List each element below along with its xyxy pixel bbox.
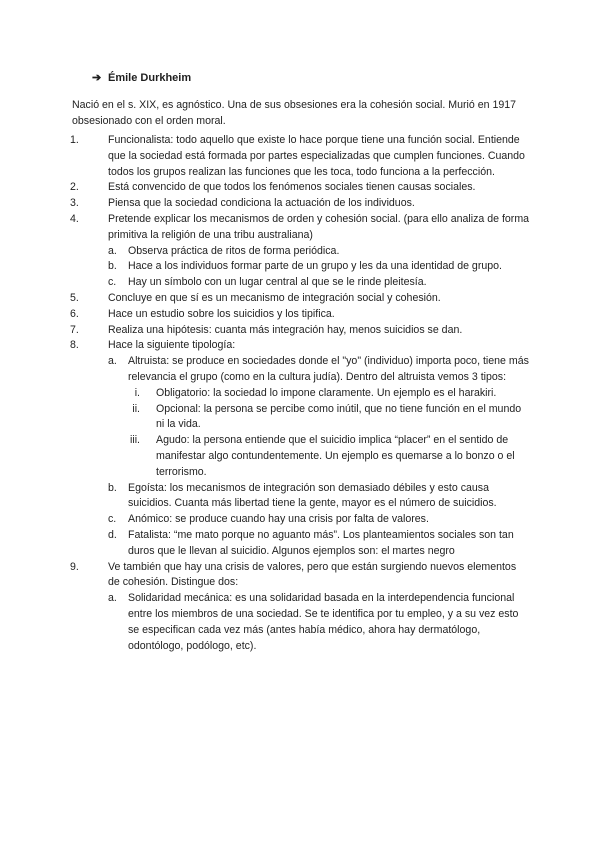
list-item-number: c.	[108, 276, 117, 289]
list-item	[108, 259, 530, 275]
list-item-text: Obligatorio: la sociedad lo impone claramente. Un ejemplo es el harakiri.	[156, 386, 497, 399]
list-item-text: Opcional: la persona se percibe como inútil, que no tiene función en el mundo ni la vida.	[156, 402, 522, 431]
list-item-text: Pretende explicar los mecanismos de orden y cohesión social. (para ello analiza de forma primitiva la religión de una tribu australiana)	[108, 212, 530, 241]
list-item-number: 1.	[70, 134, 79, 146]
list-item-number: a.	[108, 592, 117, 605]
list-item-number: a.	[108, 355, 117, 368]
list-item	[70, 196, 530, 212]
list-item-text: Hace a los individuos formar parte de un grupo y les da una identidad de grupo.	[128, 260, 502, 273]
list-item-text: Anómico: se produce cuando hay una crisis por falta de valores.	[128, 513, 429, 526]
list-item-text: Solidaridad mecánica: es una solidaridad basada en la interdependencia funcional entre los miembros de una sociedad. Se te identifica por tu empleo, y a su vez esto se especifican cada vez más (antes había médico, ahora hay dermatólogo, odontólogo, podólogo, etc).	[128, 592, 519, 652]
list-item-text: Observa práctica de ritos de forma periódica.	[128, 244, 340, 257]
list-item-number: d.	[108, 528, 117, 541]
list-item-text: Ve también que hay una crisis de valores, pero que están surgiendo nuevos elementos de cohesión. Distingue dos:	[108, 560, 517, 589]
list-item-number: b.	[108, 260, 117, 273]
list-item	[108, 591, 530, 654]
sub-list	[108, 354, 530, 559]
list-item-text: Hace un estudio sobre los suicidios y los tipifica.	[108, 307, 335, 320]
list-item	[108, 275, 530, 291]
list-item	[129, 433, 530, 480]
list-item	[70, 212, 530, 291]
list-item	[108, 354, 530, 480]
list-item-number: iii.	[129, 434, 140, 447]
list-item-number: 9.	[70, 560, 79, 573]
list-item	[108, 481, 530, 513]
list-item-number: c.	[108, 513, 117, 526]
list-item-number: 2.	[70, 181, 79, 194]
list-item	[70, 560, 530, 655]
list-item-number: 3.	[70, 197, 79, 210]
list-item-text: Egoísta: los mecanismos de integración son demasiado débiles y esto causa suicidios. Cuanta más libertad tiene la gente, mayor es el número de suicidios.	[128, 481, 497, 510]
list-item-text: Fatalista: “me mato porque no aguanto más”. Los planteamientos sociales son tan duros que le llevan al suicidio. Algunos ejemplos son: el martes negro	[128, 528, 514, 557]
list-item-number: 7.	[70, 323, 79, 336]
list-item	[70, 291, 530, 307]
list-item	[70, 338, 530, 559]
list-item-number: 8.	[70, 339, 79, 352]
sub-list	[108, 244, 530, 291]
list-item	[70, 133, 530, 180]
list-item-text: Funcionalista: todo aquello que existe lo hace porque tiene una función social. Entiende que la sociedad está formada por partes especializadas que cumplen funciones. Cuando todos los grupos realizan las funciones que les toca, todo funciona a la perfección.	[108, 134, 525, 178]
list-item	[132, 402, 530, 434]
list-item-number: 6.	[70, 307, 79, 320]
list-item-number: 5.	[70, 291, 79, 304]
list-item-text: Hace la siguiente tipología:	[108, 339, 236, 352]
list-item	[108, 528, 530, 560]
intro-paragraph: Nació en el s. XIX, es agnóstico. Una de sus obsesiones era la cohesión social. Murió en 1917 obsesionado con el orden moral.	[72, 99, 517, 127]
list-item	[70, 323, 530, 339]
numbered-list	[70, 133, 530, 654]
list-item-text: Piensa que la sociedad condiciona la actuación de los individuos.	[108, 197, 415, 210]
list-item-text: Realiza una hipótesis: cuanta más integración hay, menos suicidios se dan.	[108, 323, 463, 336]
list-item-text: Hay un símbolo con un lugar central al que se le rinde pleitesía.	[128, 276, 427, 289]
list-item-number: ii.	[132, 402, 140, 415]
heading-title: Émile Durkheim	[108, 72, 192, 84]
list-item-number: b.	[108, 481, 117, 494]
list-item	[134, 386, 530, 402]
sub-list	[129, 386, 530, 481]
list-item-text: Altruista: se produce en sociedades donde el "yo" (individuo) importa poco, tiene más relevancia el grupo (como en la cultura judía). Dentro del altruista vemos 3 tipos:	[128, 355, 529, 383]
list-item	[108, 244, 530, 260]
list-item	[70, 307, 530, 323]
sub-list	[108, 591, 530, 654]
list-item	[70, 180, 530, 196]
list-item-number: 4.	[70, 212, 79, 225]
list-item	[108, 512, 530, 528]
section-heading	[92, 71, 191, 87]
list-item-text: Agudo: la persona entiende que el suicidio implica “placer” en el sentido de manifestar algo contundentemente. Un ejemplo es quemarse a lo bonzo o el terrorismo.	[156, 434, 515, 478]
list-item-number: a.	[108, 244, 117, 257]
list-item-text: Concluye en que sí es un mecanismo de integración social y cohesión.	[108, 291, 441, 304]
list-item-text: Está convencido de que todos los fenómenos sociales tienen causas sociales.	[108, 181, 476, 194]
list-item-number: i.	[134, 386, 140, 399]
arrow-icon: ➔	[92, 72, 102, 84]
